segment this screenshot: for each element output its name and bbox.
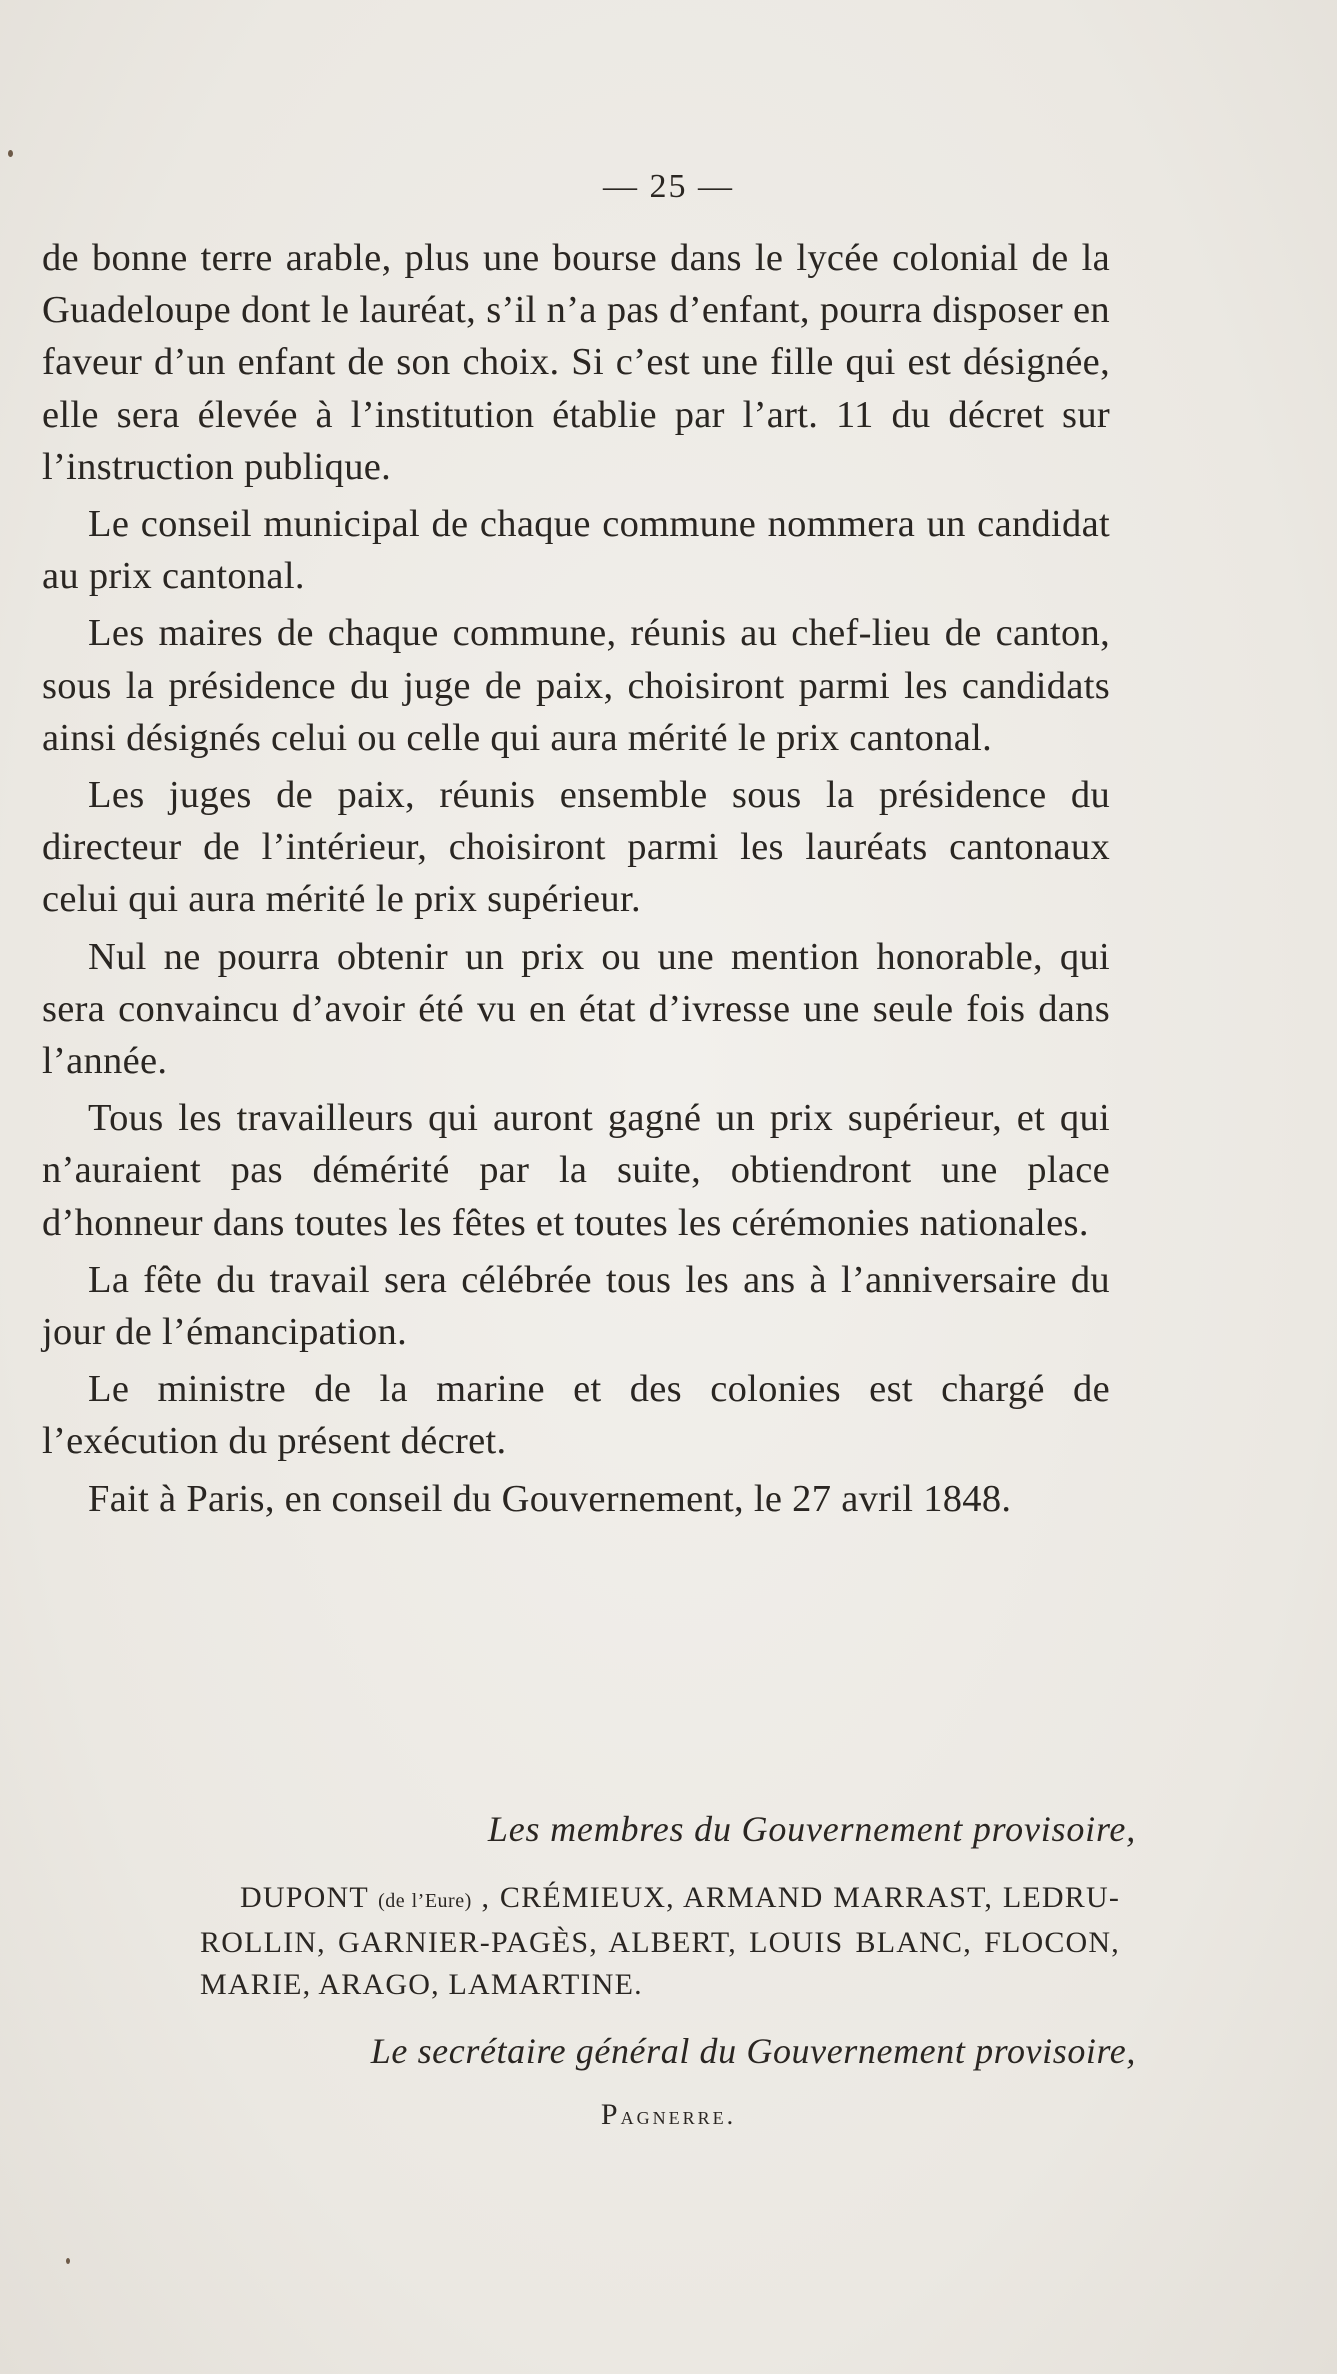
paragraph-continuation: de bonne terre arable, plus une bourse dans le lycée colonial de la Guadeloupe dont le lauréat, s’il n’a pas d’enfant, pourra disposer en faveur d’un enfant de son choix. Si c’est une fille qui est désignée, elle sera élevée à l’institution établie par l’art. 11 du décret sur l’instruction publique.: [42, 237, 1110, 488]
secretary-heading: Le secrétaire général du Gouvernement provisoire,: [370, 2031, 1136, 2071]
government-members-heading: Les membres du Gouvernement provisoire,: [487, 1809, 1136, 1849]
page-number: — 25 —: [603, 168, 734, 205]
decree-body: [42, 232, 1110, 1530]
secretary-name: Pagnerre.: [600, 2098, 737, 2131]
member-names: , CRÉMIEUX, ARMAND MARRAST, LEDRU-ROLLIN, GARNIER-PAGÈS, ALBERT, LOUIS BLANC, FLOCON, MARIE, ARAGO, LAMARTINE.: [200, 1881, 1121, 2001]
paper-blemish: [66, 2258, 70, 2264]
member-dupont-note: (de l’Eure): [378, 1890, 472, 1912]
paragraph-labour-festival: La fête du travail sera célébrée tous les ans à l’anniversaire du jour de l’émancipation.: [42, 1258, 1110, 1354]
paragraph-honour-place: Tous les travailleurs qui auront gagné un prix supérieur, et qui n’auraient pas démérité par la suite, obtiendront une place d’honneur dans toutes les fêtes et toutes les cérémonies nationales.: [42, 1097, 1110, 1244]
paragraph-justices-of-peace: Les juges de paix, réunis ensemble sous la présidence du directeur de l’intérieur, choisiront parmi les lauréats cantonaux celui qui aura mérité le prix supérieur.: [42, 774, 1110, 921]
paper-blemish: [8, 150, 13, 157]
paragraph-date-place: Fait à Paris, en conseil du Gouvernement, le 27 avril 1848.: [88, 1477, 1012, 1520]
paragraph-municipal-council: Le conseil municipal de chaque commune nommera un candidat au prix cantonal.: [42, 503, 1110, 598]
member-dupont: DUPONT: [240, 1881, 369, 1914]
government-members-list: [200, 1877, 1120, 2006]
paragraph-drunkenness-rule: Nul ne pourra obtenir un prix ou une mention honorable, qui sera convaincu d’avoir été vu en état d’ivresse une seule fois dans l’année.: [42, 935, 1110, 1083]
paragraph-minister-charge: Le ministre de la marine et des colonies est chargé de l’exécution du présent décret.: [42, 1368, 1110, 1463]
paragraph-mayors: Les maires de chaque commune, réunis au chef-lieu de canton, sous la présidence du juge de paix, choisiront parmi les candidats ainsi désignés celui ou celle qui aura mérité le prix cantonal.: [42, 612, 1110, 759]
